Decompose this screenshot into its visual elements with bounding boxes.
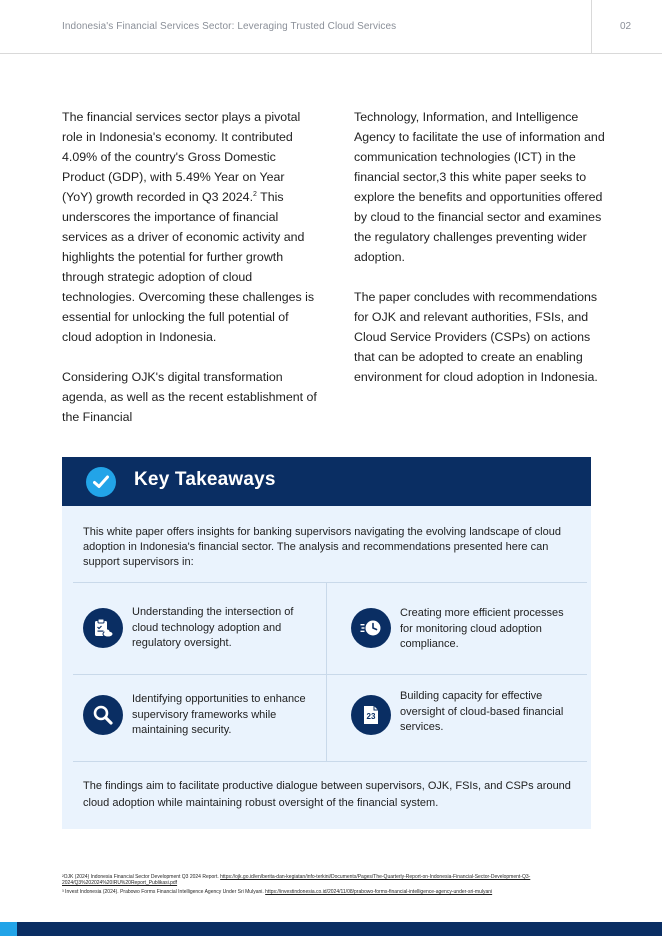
header-divider xyxy=(591,0,592,53)
footnote-ref-2[interactable]: 2 xyxy=(253,190,257,198)
paragraph: Technology, Information, and Intelligence Agency to facilitate the use of information and communication technologies (ICT) in the financial sector,3 this white paper seeks to explore the benefits and opportunities offered by cloud to the financial sector and examines the regulatory challenges preventing wider adoption. xyxy=(354,110,605,264)
page-number: 02 xyxy=(620,21,632,32)
footnote-3: ³ Invest Indonesia (2024). Prabowo Forms Financial Intelligence Agency Under Sri Mulyani. https://investindonesia.co.id/2024/11/08/prabowo-forms-financial-intelligence-agency-under-sri-mulyani xyxy=(62,889,493,895)
footnote-link[interactable]: https://investindonesia.co.id/2024/11/08/prabowo-forms-financial-intelligence-agency-under-sri-mulyani xyxy=(265,889,493,895)
paragraph: The paper concludes with recommendations for OJK and relevant authorities, FSIs, and Cloud Service Providers (CSPs) on actions that can be adopted to create an enabling environment for cloud adoption in Indonesia. xyxy=(354,290,598,384)
footnote-link[interactable]: https://ojk.go.id/en/berita-dan-kegiatan/info-terkini/Documents/Pages/The-Quarterly-Report-on-Indonesia-Financial-Sector-Development-Q3-2024/Q3%202024%20IRU%20Report_Publikasi.pdf xyxy=(62,874,531,886)
key-takeaways-title: Key Takeaways xyxy=(134,469,276,490)
footnote-2: ²OJK (2024) Indonesia Financial Sector Development Q3 2024 Report. https://ojk.go.id/en/berita-dan-kegiatan/info-terkini/Documents/Pages/The-Quarterly-Report-on-Indonesia-Financial-Sector-Development-Q3-2024/Q3%202024%20IRU%20Report_Publikasi.pdf xyxy=(62,874,531,886)
divider xyxy=(73,674,587,675)
right-column xyxy=(354,107,606,407)
document-cloud-icon xyxy=(351,695,391,735)
magnifier-icon xyxy=(83,695,123,735)
footer-accent xyxy=(0,922,17,936)
document-title: Indonesia's Financial Services Sector: Leveraging Trusted Cloud Services xyxy=(62,21,397,32)
footer-bar xyxy=(0,922,662,936)
fast-clock-icon xyxy=(351,608,391,648)
clipboard-cloud-icon xyxy=(83,608,123,648)
key-takeaways-header xyxy=(62,457,591,506)
takeaway-text: Building capacity for effective oversight of cloud-based financial services. xyxy=(400,690,564,733)
divider xyxy=(73,761,587,762)
takeaway-text: Understanding the intersection of cloud technology adoption and regulatory oversight. xyxy=(132,606,294,649)
paragraph: The financial services sector plays a pivotal role in Indonesia's economy. It contributed 4.09% of the country's Gross Domestic Product (GDP), with 5.49% Year on Year (YoY) growth recorded in Q3 2024.$^2$ This underscores the importance of financial services as a driver of economic activity and highlights the potential for further growth through strategic adoption of cloud technologies. Overcoming these challenges is essential for unlocking the full potential of cloud adoption in Indonesia. xyxy=(62,110,315,344)
left-column xyxy=(62,107,318,447)
page-header xyxy=(0,0,662,54)
footnotes xyxy=(62,874,582,898)
takeaway-text: Identifying opportunities to enhance supervisory frameworks while maintaining security. xyxy=(132,693,306,736)
key-takeaways-panel xyxy=(62,457,591,829)
paragraph: Considering OJK's digital transformation agenda, as well as the recent establishment of the Financial xyxy=(62,370,317,424)
divider xyxy=(326,583,327,761)
key-takeaways-outro: The findings aim to facilitate productive dialogue between supervisors, OJK, FSIs, and CSPs around cloud adoption while maintaining robust oversight of the financial system. xyxy=(83,780,571,809)
key-takeaways-intro: This white paper offers insights for banking supervisors navigating the evolving landscape of cloud adoption in Indonesia's financial sector. The analysis and recommendations presented here can support supervisors in: xyxy=(83,526,561,568)
svg-text:23: 23 xyxy=(366,712,376,721)
takeaway-text: Creating more efficient processes for monitoring cloud adoption compliance. xyxy=(400,607,564,650)
checkmark-icon xyxy=(86,467,116,497)
divider xyxy=(73,582,587,583)
